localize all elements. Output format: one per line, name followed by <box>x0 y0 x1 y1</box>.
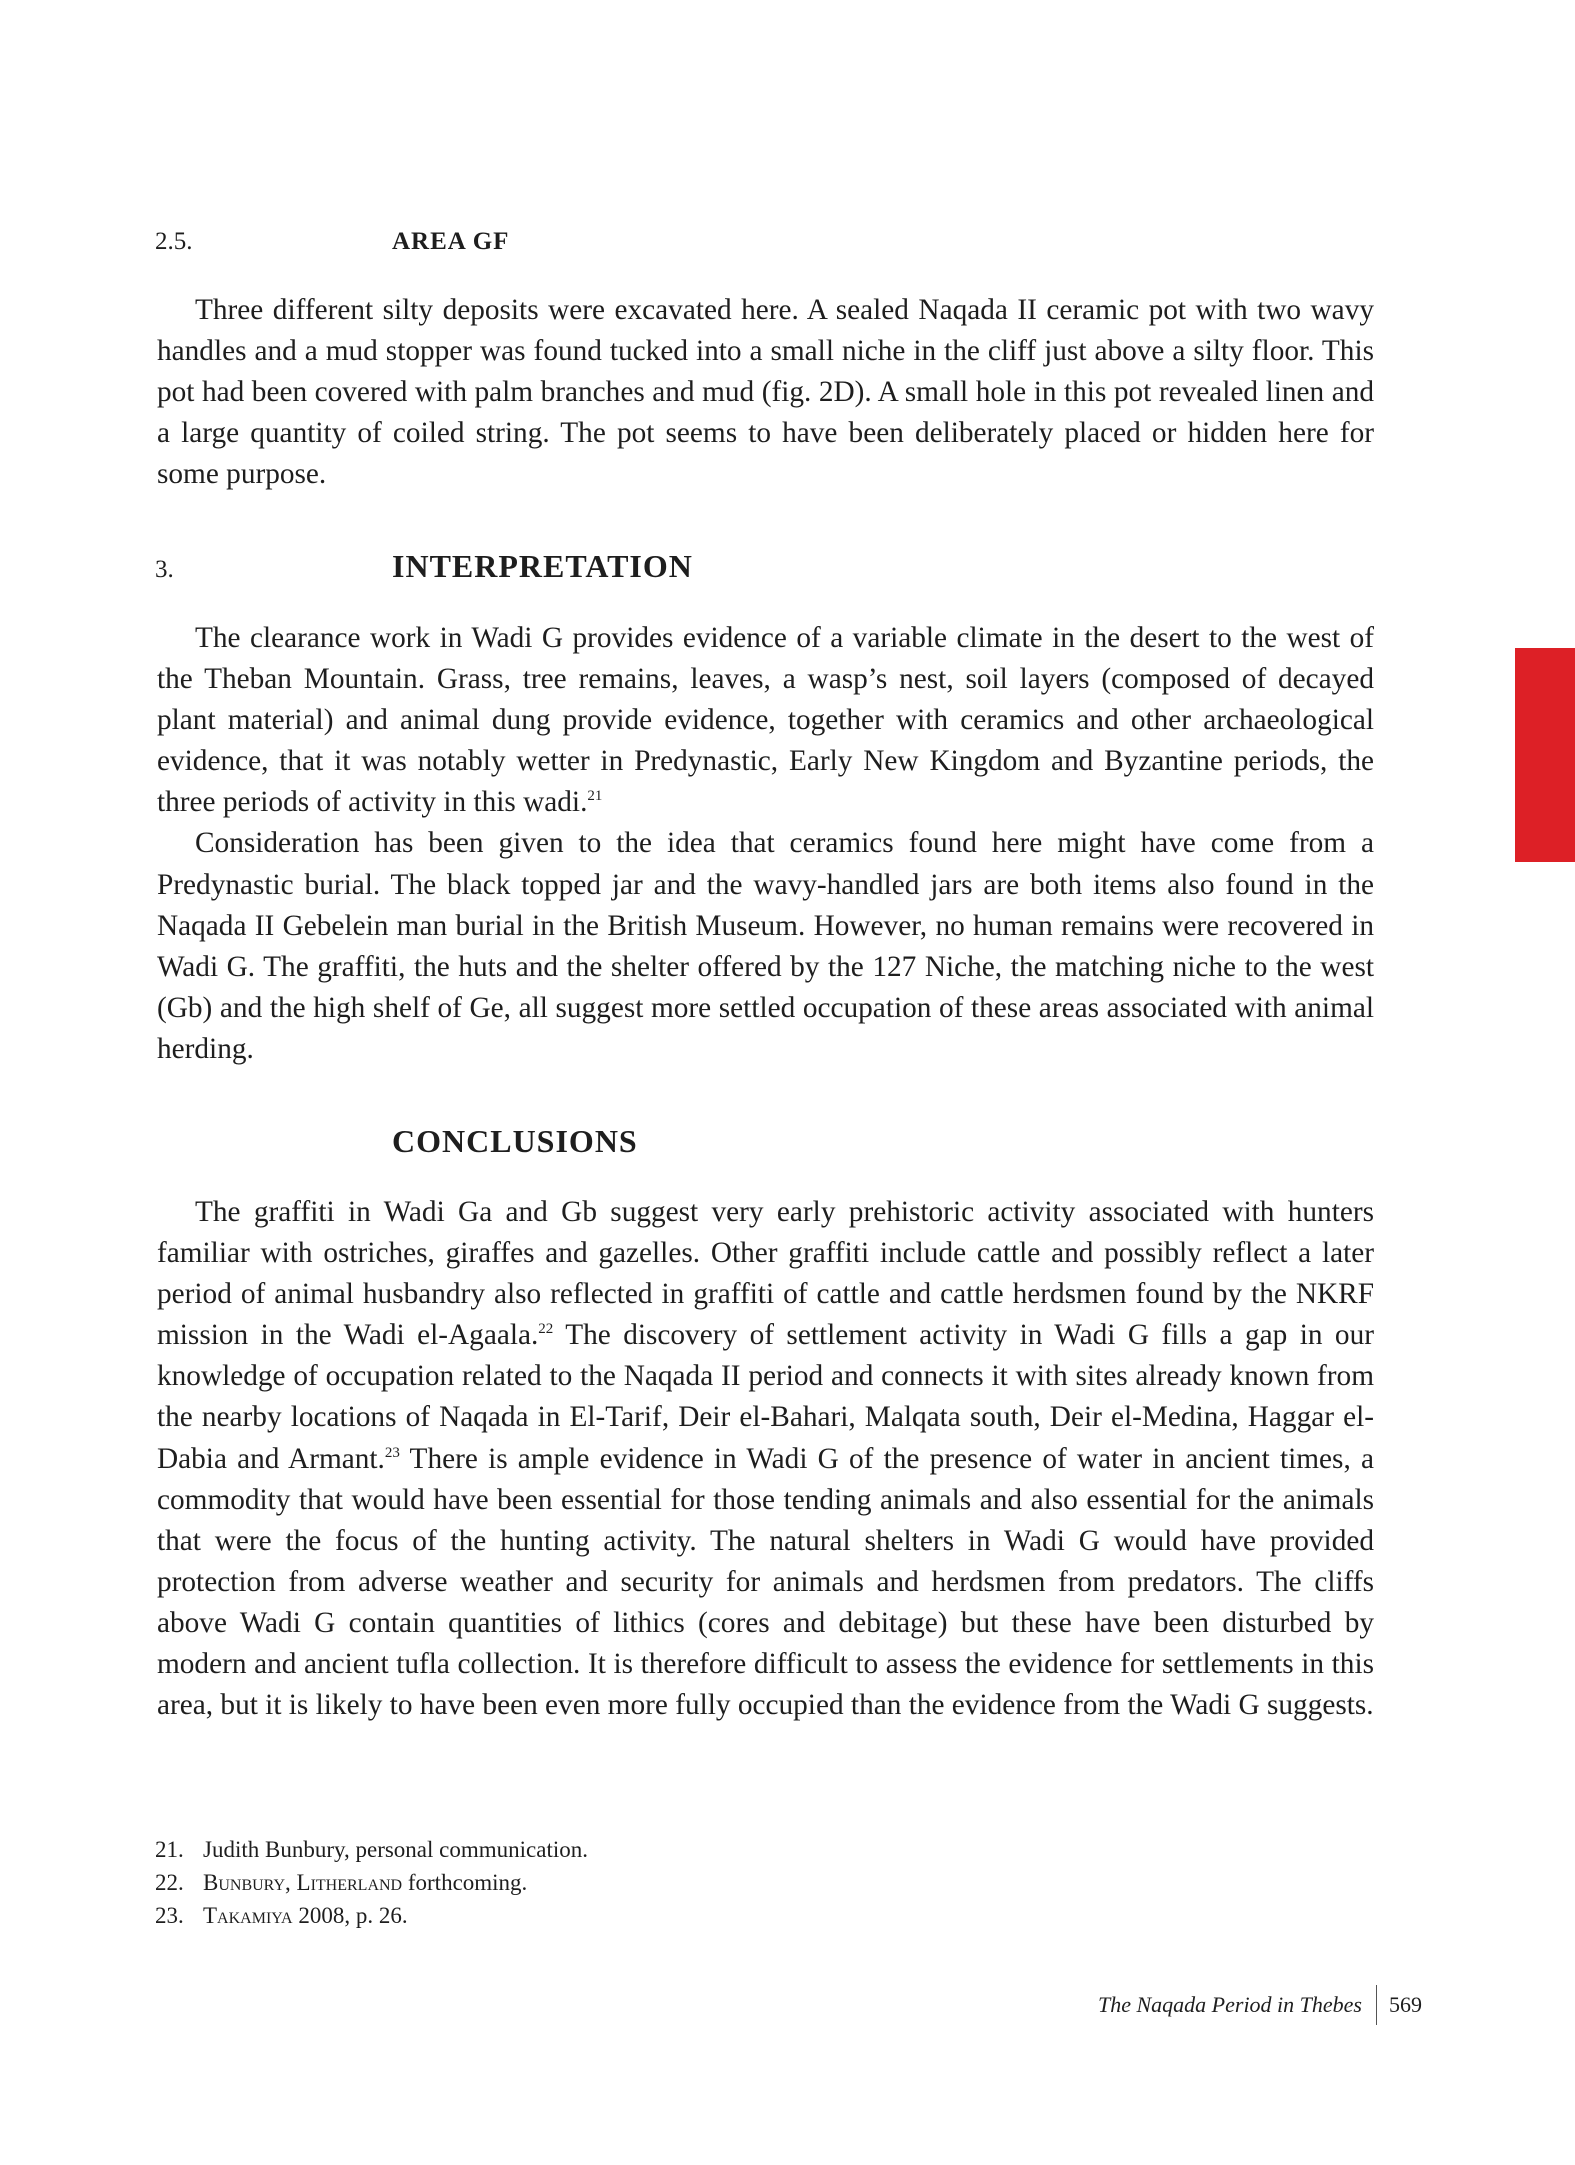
footnote-ref[interactable]: 22 <box>538 1321 554 1338</box>
footnote <box>155 1899 1055 1932</box>
footnote-text: 2008, p. 26. <box>292 1903 408 1928</box>
footnote <box>155 1866 1055 1899</box>
footnote-text: Judith Bunbury, personal communication. <box>203 1837 588 1862</box>
section-heading-conclusions <box>155 1123 1375 1160</box>
page-number: 569 <box>1389 1992 1422 2017</box>
footnotes <box>155 1833 1055 1932</box>
section-body-2-5 <box>157 290 1374 495</box>
footnote-number: 22. <box>155 1870 184 1895</box>
paragraph-text: There is ample evidence in Wadi G of the presence of water in ancient times, a commodity that would have been essential for those tending animals and also essential for the animals that were the focus of the hunting activity. The natural shelters in Wadi G would have provided protection from adverse weather and security for animals and herdsmen from predators. The cliffs above Wadi G contain quantities of lithics (cores and debitage) but these have been disturbed by modern and ancient tufla collection. It is therefore difficult to assess the evidence for settlements in this area, but it is likely to have been even more fully occupied than the evidence from the Wadi G suggests. <box>157 1442 1374 1722</box>
section-body-3 <box>157 618 1374 1070</box>
paragraph <box>157 1192 1374 1726</box>
paragraph: Three different silty deposits were excavated here. A sealed Naqada II ceramic pot with two wavy handles and a mud stopper was found tucked into a small niche in the cliff just above a silty floor. This pot had been covered with palm branches and mud (fig. 2D). A small hole in this pot revealed linen and a large quantity of coiled string. The pot seems to have been deliberately placed or hidden here for some purpose. <box>157 294 1374 491</box>
paragraph-text: The graffiti in Wadi Ga and Gb suggest very early prehistoric activity associated with hunters familiar with ostriches, giraffes and gazelles. Other graffiti include cattle and possibly reflect a later period of animal husbandry also reflected in graffiti of cattle and cattle herdsmen found by the NKRF mission in the Wadi el-Agaala. <box>157 1196 1374 1352</box>
footnote-number: 21. <box>155 1837 184 1862</box>
running-footer <box>1098 1985 1422 2025</box>
paragraph-text: The discovery of settlement activity in Wadi G fills a gap in our knowledge of occupation related to the Naqada II period and connects it with sites already known from the nearby locations of Naqada in El-Tarif, Deir el-Bahari, Malqata south, Deir el-Medina, Haggar el-Dabia and Armant. <box>157 1319 1374 1475</box>
footnote-ref[interactable]: 21 <box>587 788 603 805</box>
paragraph: Consideration has been given to the idea that ceramics found here might have come from a Predynastic burial. The black topped jar and the wavy-handled jars are both items also found in the Naqada II Gebelein man burial in the British Museum. However, no human remains were recovered in Wadi G. The graffiti, the huts and the shelter offered by the 127 Niche, the matching niche to the west (Gb) and the high shelf of Ge, all suggest more settled occupation of these areas associated with animal herding. <box>157 827 1374 1065</box>
section-title: AREA GF <box>392 228 510 255</box>
section-body-conclusions <box>157 1192 1374 1726</box>
footnote-author: Takamiya <box>203 1903 293 1928</box>
footnote-ref[interactable]: 23 <box>384 1444 400 1461</box>
footnote-number: 23. <box>155 1903 184 1928</box>
journal-title: The Naqada Period in Thebes <box>1098 1992 1362 2017</box>
footnote-author: Bunbury, Litherland <box>203 1870 403 1895</box>
section-title: CONCLUSIONS <box>392 1123 638 1159</box>
paragraph-text: The clearance work in Wadi G provides evidence of a variable climate in the desert to the west of the Theban Mountain. Grass, tree remains, leaves, a wasp’s nest, soil layers (composed of decayed plant material) and animal dung provide evidence, together with ceramics and other archaeological evidence, that it was notably wetter in Predynastic, Early New Kingdom and Byzantine periods, the three periods of activity in this wadi. <box>157 622 1374 819</box>
paragraph <box>157 618 1374 823</box>
section-heading-2-5 <box>155 228 1375 256</box>
section-number: 3. <box>155 556 174 583</box>
chapter-color-tab <box>1515 648 1575 862</box>
footnote <box>155 1833 1055 1866</box>
footnote-text: forthcoming. <box>402 1870 528 1895</box>
footer-divider <box>1376 1985 1377 2025</box>
section-number: 2.5. <box>155 228 193 255</box>
section-heading-3 <box>155 548 1375 585</box>
section-title: INTERPRETATION <box>392 548 693 584</box>
